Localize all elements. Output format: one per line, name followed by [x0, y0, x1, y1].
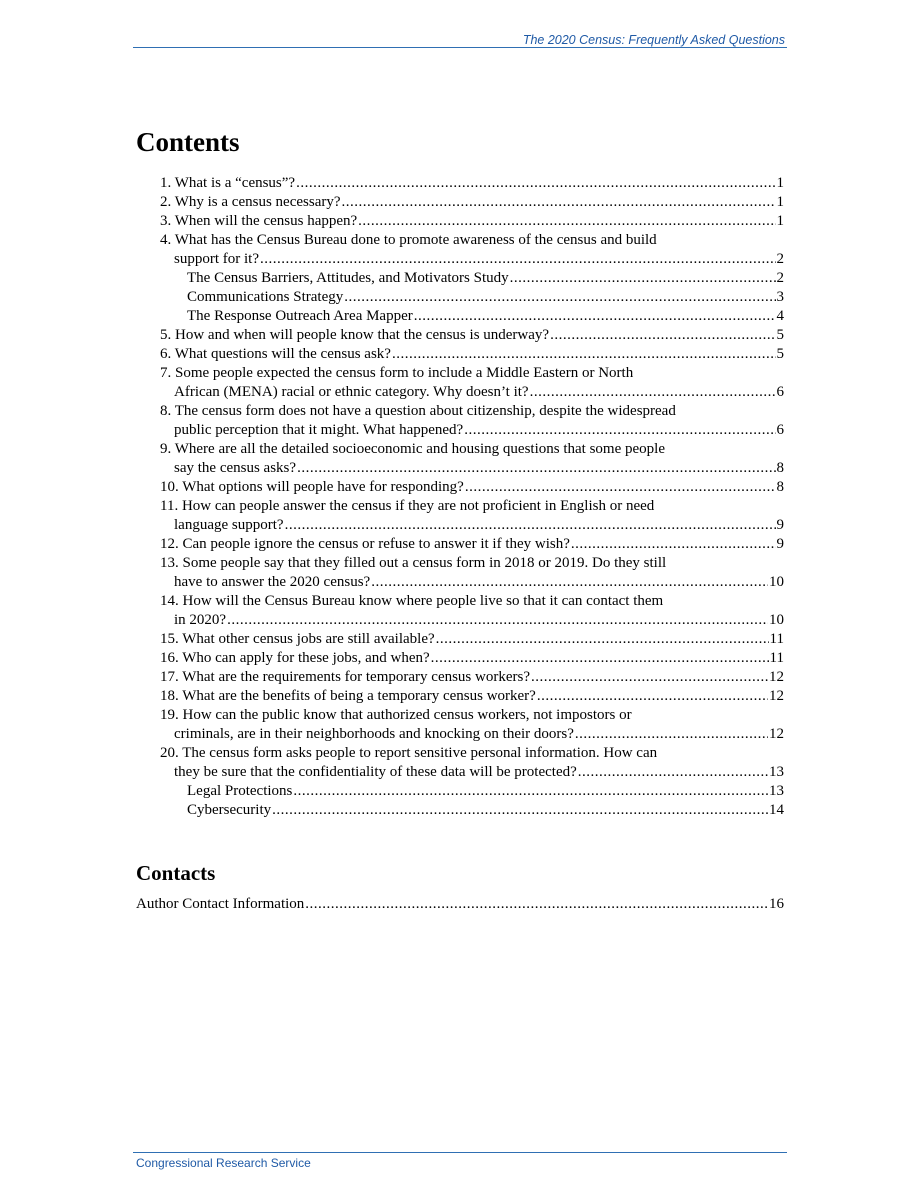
toc-entry-text: 10. What options will people have for responding? [160, 479, 464, 495]
toc-page-number: 6 [776, 384, 784, 400]
toc-page-number: 8 [776, 479, 784, 495]
toc-entry-link[interactable] [160, 174, 784, 193]
toc-entry-link[interactable] [160, 801, 784, 820]
toc-entry-link[interactable] [160, 516, 784, 535]
toc-page-number: 10 [769, 612, 784, 628]
toc-entry [160, 364, 784, 402]
dot-leader [431, 649, 769, 668]
toc-entry [160, 307, 784, 326]
toc-entry-first-line: 19. How can the public know that authorized census workers, not impostors or [160, 707, 632, 723]
toc-entry-text: The Response Outreach Area Mapper [187, 308, 413, 324]
toc-entry-first-line: 11. How can people answer the census if they are not proficient in English or need [160, 498, 655, 514]
toc-entry-text: public perception that it might. What happened? [174, 422, 464, 438]
toc-entry-text: African (MENA) racial or ethnic category. Why doesn’t it? [174, 384, 529, 400]
toc-entry-link[interactable] [160, 535, 784, 554]
toc-entry-text: say the census asks? [174, 460, 297, 476]
toc-entry-link[interactable] [160, 573, 784, 592]
dot-leader [575, 725, 768, 744]
toc-entry [160, 440, 784, 478]
toc-page-number: 5 [776, 346, 784, 362]
toc-entry [160, 744, 784, 782]
toc-entry [160, 668, 784, 687]
dot-leader [344, 288, 775, 307]
contents-heading: Contents [136, 127, 240, 157]
toc-page-number: 14 [769, 802, 784, 818]
toc-entry-text: 5. How and when will people know that the census is underway? [160, 327, 550, 343]
dot-leader [465, 478, 776, 497]
toc-entry-text: The Census Barriers, Attitudes, and Motivators Study [187, 270, 509, 286]
toc-entry-link[interactable] [160, 193, 784, 212]
dot-leader [510, 269, 776, 288]
dot-leader [578, 763, 768, 782]
dot-leader [227, 611, 768, 630]
dot-leader [531, 668, 768, 687]
toc-page-number: 12 [769, 669, 784, 685]
toc-entry-link[interactable] [160, 630, 784, 649]
dot-leader [296, 174, 775, 193]
toc-entry [160, 649, 784, 668]
toc-entry-link[interactable] [160, 459, 784, 478]
dot-leader [305, 895, 768, 914]
toc-entry-text: in 2020? [174, 612, 227, 628]
toc-entry-text: 3. When will the census happen? [160, 213, 358, 229]
toc-entry-text: Author Contact Information [136, 896, 305, 912]
toc-page-number: 6 [776, 422, 784, 438]
toc-entry-text: 12. Can people ignore the census or refuse to answer it if they wish? [160, 536, 570, 552]
toc-page-number: 11 [769, 650, 784, 666]
toc-entry [160, 630, 784, 649]
dot-leader [342, 193, 776, 212]
toc-entry-link[interactable] [136, 895, 784, 914]
toc-entry-first-line: 20. The census form asks people to report sensitive personal information. How can [160, 745, 658, 761]
toc-entry-link[interactable] [160, 250, 784, 269]
toc-entry [160, 801, 784, 820]
toc-entry-link[interactable] [160, 269, 784, 288]
toc-entry-link[interactable] [160, 345, 784, 364]
toc-entry-text: Legal Protections [187, 783, 293, 799]
toc-entry-first-line: 14. How will the Census Bureau know where people live so that it can contact them [160, 593, 664, 609]
table-of-contents [160, 174, 784, 820]
toc-page-number: 5 [776, 327, 784, 343]
toc-page-number: 8 [776, 460, 784, 476]
toc-entry-link[interactable] [160, 611, 784, 630]
toc-entry-link[interactable] [160, 782, 784, 801]
toc-entry-link[interactable] [160, 725, 784, 744]
contacts-list [136, 895, 784, 914]
toc-page-number: 12 [769, 726, 784, 742]
toc-entry-link[interactable] [160, 763, 784, 782]
toc-entry-link[interactable] [160, 307, 784, 326]
running-header-title: The 2020 Census: Frequently Asked Questions [522, 33, 785, 47]
dot-leader [550, 326, 775, 345]
footer-divider [133, 1152, 787, 1153]
toc-page-number: 4 [776, 308, 784, 324]
toc-entry-text: 15. What other census jobs are still available? [160, 631, 435, 647]
toc-entry [160, 326, 784, 345]
toc-page-number: 12 [769, 688, 784, 704]
toc-entry-link[interactable] [160, 668, 784, 687]
toc-entry-text: 16. Who can apply for these jobs, and when? [160, 650, 430, 666]
toc-entry-text: 6. What questions will the census ask? [160, 346, 391, 362]
toc-entry-first-line: 4. What has the Census Bureau done to promote awareness of the census and build [160, 232, 657, 248]
toc-entry-link[interactable] [160, 288, 784, 307]
toc-entry [160, 174, 784, 193]
toc-entry-first-line: 13. Some people say that they filled out a census form in 2018 or 2019. Do they still [160, 555, 667, 571]
toc-page-number: 9 [776, 536, 784, 552]
toc-entry-link[interactable] [160, 687, 784, 706]
toc-entry-link[interactable] [160, 478, 784, 497]
dot-leader [464, 421, 775, 440]
header-divider [133, 47, 787, 48]
toc-entry-text: support for it? [174, 251, 259, 267]
toc-entry-text: language support? [174, 517, 284, 533]
toc-entry-first-line: 9. Where are all the detailed socioeconomic and housing questions that some people [160, 441, 665, 457]
dot-leader [371, 573, 768, 592]
toc-entry-first-line: 8. The census form does not have a question about citizenship, despite the widespread [160, 403, 676, 419]
toc-entry-first-line: 7. Some people expected the census form to include a Middle Eastern or North [160, 365, 634, 381]
toc-page-number: 2 [776, 251, 784, 267]
toc-entry [160, 782, 784, 801]
toc-entry-link[interactable] [160, 649, 784, 668]
toc-entry-text: they be sure that the confidentiality of these data will be protected? [174, 764, 577, 780]
toc-entry-text: 1. What is a “census”? [160, 175, 296, 191]
toc-entry-text: Cybersecurity [187, 802, 272, 818]
toc-entry-link[interactable] [160, 212, 784, 231]
toc-entry-text: 2. Why is a census necessary? [160, 194, 341, 210]
toc-entry-link[interactable] [160, 421, 784, 440]
toc-page-number: 13 [769, 783, 784, 799]
toc-entry [160, 478, 784, 497]
toc-entry [160, 687, 784, 706]
dot-leader [272, 801, 768, 820]
dot-leader [392, 345, 776, 364]
toc-page-number: 9 [776, 517, 784, 533]
toc-entry [160, 193, 784, 212]
toc-entry-text: Communications Strategy [187, 289, 344, 305]
toc-page-number: 13 [769, 764, 784, 780]
toc-entry [160, 402, 784, 440]
toc-page-number: 11 [769, 631, 784, 647]
toc-entry-text: criminals, are in their neighborhoods and knocking on their doors? [174, 726, 574, 742]
toc-entry [160, 269, 784, 288]
toc-page-number: 1 [776, 213, 784, 229]
dot-leader [571, 535, 776, 554]
toc-page-number: 2 [776, 270, 784, 286]
dot-leader [436, 630, 769, 649]
contacts-heading: Contacts [136, 861, 216, 885]
toc-entry [160, 554, 784, 592]
toc-entry [160, 212, 784, 231]
dot-leader [537, 687, 768, 706]
dot-leader [358, 212, 775, 231]
toc-entry [160, 706, 784, 744]
toc-entry [160, 231, 784, 269]
toc-page-number: 1 [776, 175, 784, 191]
dot-leader [414, 307, 776, 326]
toc-page-number: 1 [776, 194, 784, 210]
dot-leader [260, 250, 776, 269]
footer-publisher: Congressional Research Service [136, 1156, 311, 1170]
toc-entry-text: have to answer the 2020 census? [174, 574, 371, 590]
toc-entry [160, 345, 784, 364]
toc-entry [160, 497, 784, 535]
dot-leader [297, 459, 775, 478]
toc-entry [160, 535, 784, 554]
dot-leader [530, 383, 776, 402]
toc-entry [160, 288, 784, 307]
toc-page-number: 16 [769, 896, 784, 912]
toc-entry-text: 17. What are the requirements for temporary census workers? [160, 669, 530, 685]
toc-entry [160, 592, 784, 630]
toc-entry-link[interactable] [160, 326, 784, 345]
toc-page-number: 10 [769, 574, 784, 590]
toc-page-number: 3 [776, 289, 784, 305]
toc-entry-link[interactable] [160, 383, 784, 402]
dot-leader [293, 782, 768, 801]
dot-leader [285, 516, 776, 535]
toc-entry-text: 18. What are the benefits of being a temporary census worker? [160, 688, 536, 704]
